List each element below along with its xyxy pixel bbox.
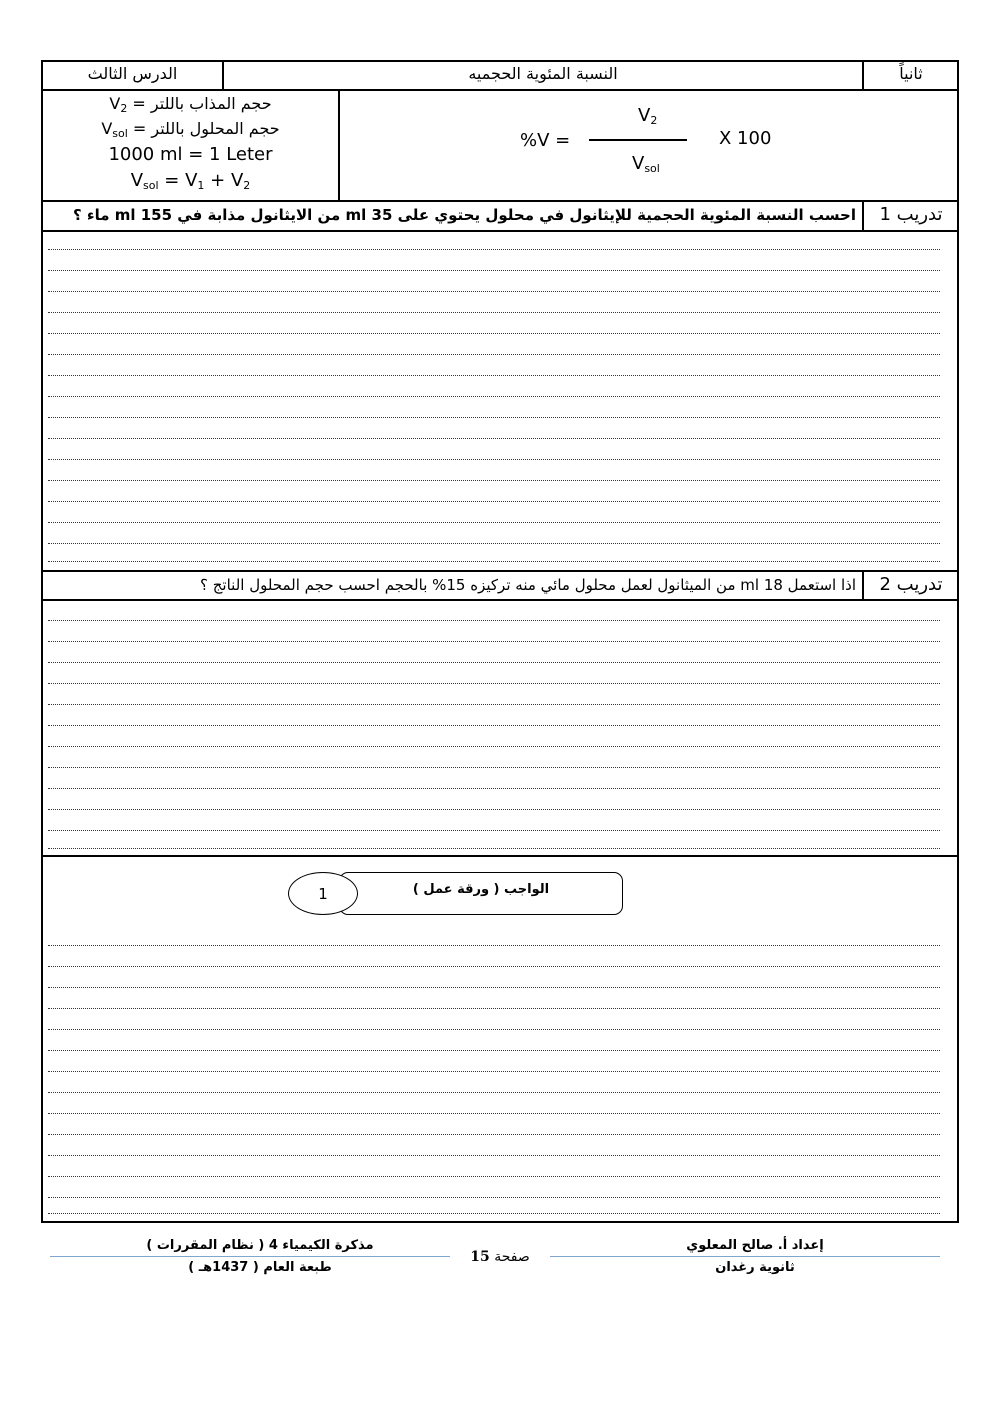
homework-number: 1 [318,885,328,903]
homework-answer-lines [48,925,940,1214]
footer-author: إعداد أ. صالح المعلوي [686,1238,824,1253]
section-label: ثانياً [899,64,923,83]
formula-lhs: %V = [520,130,571,151]
homework-title: الواجب ( ورقة عمل ) [412,882,550,897]
formula-denominator: $V_{sol}$ [632,153,660,175]
lesson-label: الدرس الثالث [87,64,178,83]
legend-solution-volume: $V_{sol}$ = حجم المحلول باللتر [101,119,280,140]
footer-book-title: مذكرة الكيمياء 4 ( نظام المقررات ) [146,1238,374,1253]
footer-school: ثانوية رغدان [715,1260,795,1275]
footer-edition: طبعة العام ( 1437هـ ) [188,1260,332,1275]
formula-multiplier: X 100 [719,128,772,149]
footer-page-number: 15 [470,1249,490,1265]
exercise1-question: احسب النسبة المئوية الحجمية للإيثانول في محلول يحتوي على 35 ml من الايثانول مذابة في 155 ml ماء ؟ [72,206,856,224]
formula-legend [43,91,338,200]
exercise1-label: تدريب 1 [879,204,943,225]
exercise2-question: اذا استعمل 18 ml من الميثانول لعمل محلول مائي منه تركيزه 15% بالحجم احسب حجم المحلول الناتج ؟ [200,576,856,594]
legend-unit-conversion: 1000 ml = 1 Leter [108,144,273,165]
formula-row-divider [41,200,959,202]
homework-top-divider [41,855,959,857]
footer-page: صفحة 15 [450,1248,550,1266]
legend-solute-volume: $V_2$ = حجم المذاب باللتر [109,94,272,115]
fraction-bar [589,139,687,141]
exercise2-top-divider [41,570,959,572]
exercise2-label: تدريب 2 [879,574,943,595]
formula-numerator: $V_2$ [638,105,658,127]
percent-volume-formula [340,91,862,200]
exercise2-answer-lines [48,600,940,849]
legend-volume-sum: $V_{sol} = V_1 + V_2$ [130,170,251,192]
exercise1-answer-lines [48,229,940,562]
topic-title: النسبة المئوية الحجميه [468,64,618,83]
